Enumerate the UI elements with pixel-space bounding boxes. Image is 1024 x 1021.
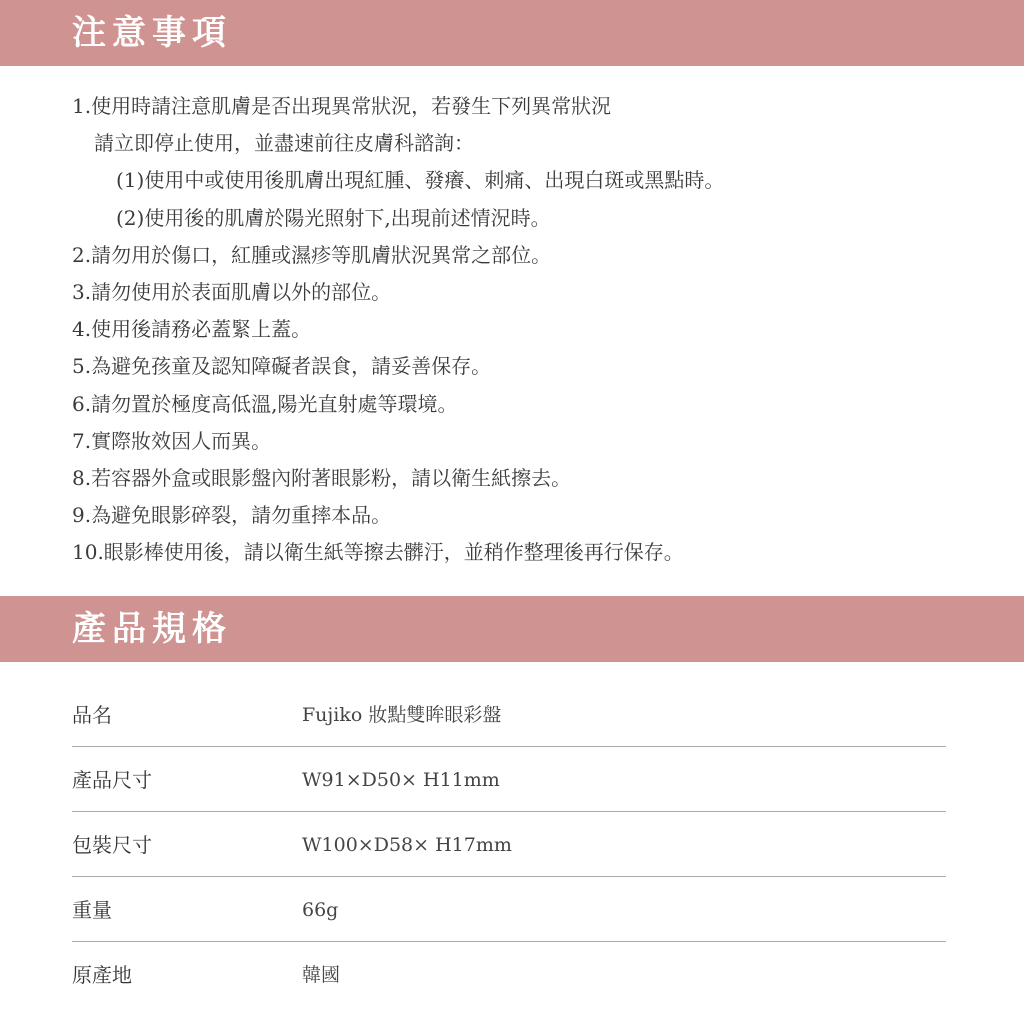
- notice-item: 8.若容器外盒或眼影盤內附著眼影粉，請以衛生紙擦去。: [72, 465, 572, 490]
- spec-label: 原產地: [72, 963, 132, 987]
- notice-item: 1.使用時請注意肌膚是否出現異常狀況，若發生下列異常狀況: [72, 94, 612, 118]
- spec-label: 包裝尺寸: [72, 833, 152, 857]
- notice-item: 5.為避免孩童及認知障礙者誤食，請妥善保存。: [72, 354, 492, 379]
- spec-label: 產品尺寸: [72, 768, 152, 792]
- notice-item: 3.請勿使用於表面肌膚以外的部位。: [72, 279, 392, 304]
- spec-value: W100×D58× H17mm: [302, 834, 512, 856]
- notice-banner: [0, 0, 1024, 66]
- spec-row-package-size: [72, 811, 946, 876]
- notice-subitem: (1)使用中或使用後肌膚出現紅腫、發癢、刺痛、出現白斑或黑點時。: [116, 168, 725, 193]
- notice-item: 9.為避免眼影碎裂，請勿重摔本品。: [72, 503, 392, 528]
- spec-row-origin: [72, 941, 946, 1006]
- notice-title: 注意事項: [72, 13, 232, 53]
- notice-item: 7.實際妝效因人而異。: [72, 428, 272, 453]
- spec-banner: [0, 596, 1024, 662]
- notice-item: 10.眼影棒使用後，請以衛生紙等擦去髒汙，並稍作整理後再行保存。: [72, 540, 684, 565]
- notice-item: 2.請勿用於傷口，紅腫或濕疹等肌膚狀況異常之部位。: [72, 242, 552, 267]
- spec-title: 產品規格: [72, 609, 232, 649]
- spec-row-name: [72, 682, 946, 746]
- spec-value: W91×D50× H11mm: [302, 769, 500, 791]
- spec-table: [72, 682, 946, 1006]
- spec-value: 韓國: [302, 964, 341, 986]
- spec-value: 66g: [302, 899, 339, 921]
- notice-item: 6.請勿置於極度高低溫,陽光直射處等環境。: [72, 391, 458, 416]
- spec-row-weight: [72, 876, 946, 941]
- notice-item: 請立即停止使用，並盡速前往皮膚科諮詢：: [94, 131, 474, 156]
- spec-label: 品名: [72, 703, 112, 727]
- spec-value: Fujiko 妝點雙眸眼彩盤: [302, 704, 502, 726]
- spec-label: 重量: [72, 898, 112, 922]
- spec-row-product-size: [72, 746, 946, 811]
- notice-subitem: (2)使用後的肌膚於陽光照射下,出現前述情況時。: [116, 205, 551, 230]
- notice-list: [72, 88, 1002, 571]
- notice-item: 4.使用後請務必蓋緊上蓋。: [72, 317, 312, 342]
